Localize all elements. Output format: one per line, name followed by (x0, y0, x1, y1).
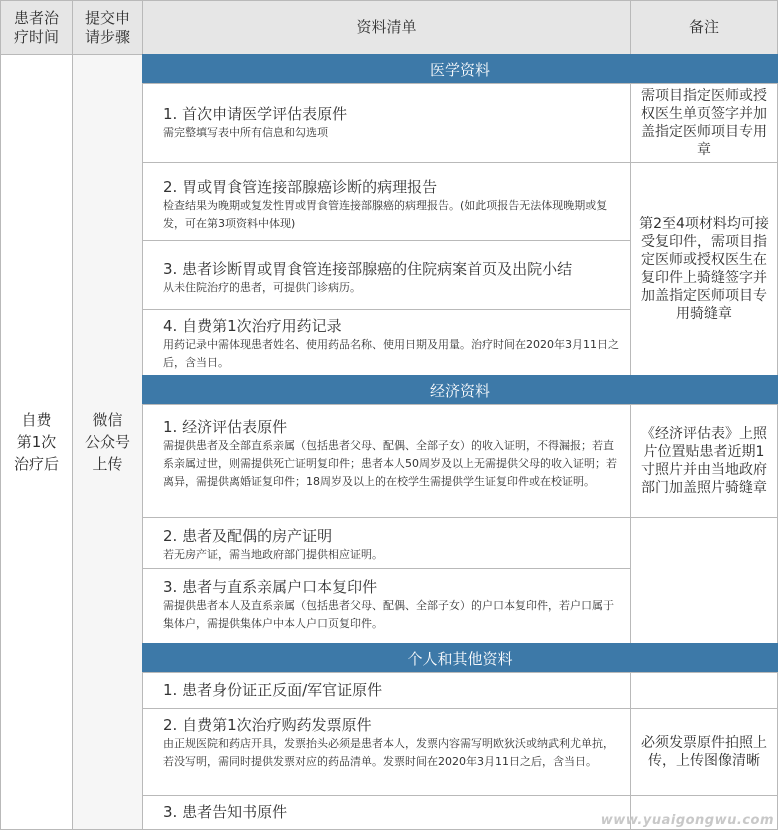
economic-item-1-desc: 需提供患者及全部直系亲属（包括患者父母、配偶、全部子女）的收入证明，不得漏报；若直系亲属过世，则需提供死亡证明复印件；患者本人50周岁及以上无需提供父母的收入证明；若离异，需提供离婚证复印件；18周岁及以上的在校学生需提供学生证复印件或在校证明。 (163, 439, 617, 488)
header-treatment-time: 患者治 疗时间 (0, 0, 73, 55)
personal-item-2-desc: 由正规医院和药店开具，发票抬头必须是患者本人，发票内容需写明欧狄沃或纳武利尤单抗，若没写明，需同时提供发票对应的药品清单。发票时间在2020年3月11日之后，含当日。 (163, 737, 614, 768)
header-submit-step: 提交申 请步骤 (72, 0, 143, 55)
economic-item-2-title: 2. 患者及配偶的房产证明 (163, 527, 333, 545)
note-economic-2-3-empty (630, 517, 778, 644)
economic-item-1 (142, 404, 631, 518)
medical-item-2-title: 2. 胃或胃食管连接部腺癌诊断的病理报告 (163, 178, 438, 196)
personal-item-1 (142, 672, 631, 709)
personal-item-1-title: 1. 患者身份证正反面/军官证原件 (163, 681, 383, 699)
personal-item-2-title: 2. 自费第1次治疗购药发票原件 (163, 716, 372, 734)
personal-item-2 (142, 708, 631, 796)
economic-item-2-desc: 若无房产证，需当地政府部门提供相应证明。 (163, 548, 383, 561)
watermark: www.yuaigongwu.com (600, 813, 774, 828)
medical-item-4-desc: 用药记录中需体现患者姓名、使用药品名称、使用日期及用量。治疗时间在2020年3月11日之后，含当日。 (163, 338, 619, 369)
medical-item-3-title: 3. 患者诊断胃或胃食管连接部腺癌的住院病案首页及出院小结 (163, 260, 573, 278)
medical-item-1-desc: 需完整填写表中所有信息和勾选项 (163, 126, 328, 139)
medical-item-3-desc: 从未住院治疗的患者，可提供门诊病历。 (163, 281, 361, 294)
treatment-time-cell: 自费 第1次 治疗后 (0, 54, 73, 830)
section-economic-header: 经济资料 (142, 375, 778, 405)
economic-item-2 (142, 517, 631, 569)
header-materials-list: 资料清单 (142, 0, 631, 55)
medical-item-1 (142, 83, 631, 163)
medical-item-2-desc: 检查结果为晚期或复发性胃或胃食管连接部腺癌的病理报告。(如此项报告无法体现晚期或复发，可在第3项资料中体现) (163, 199, 608, 230)
submit-step-cell: 微信 公众号 上传 (72, 54, 143, 830)
note-personal-1-empty (630, 672, 778, 709)
section-personal-header: 个人和其他资料 (142, 643, 778, 673)
note-economic-1: 《经济评估表》上照片位置贴患者近期1寸照片并由当地政府部门加盖照片骑缝章 (630, 404, 778, 518)
economic-item-3-title: 3. 患者与直系亲属户口本复印件 (163, 578, 378, 596)
note-medical-2-4: 第2至4项材料均可接受复印件，需项目指定医师或授权医生在复印件上骑缝签字并加盖指定医师项目专用骑缝章 (630, 162, 778, 376)
medical-item-1-title: 1. 首次申请医学评估表原件 (163, 105, 348, 123)
medical-item-2 (142, 162, 631, 241)
medical-item-4 (142, 309, 631, 376)
note-medical-1: 需项目指定医师或授权医生单页签字并加盖指定医师项目专用章 (630, 83, 778, 163)
section-medical-header: 医学资料 (142, 54, 778, 84)
note-personal-2: 必须发票原件拍照上传，上传图像清晰 (630, 708, 778, 796)
header-remarks: 备注 (630, 0, 778, 55)
economic-item-3 (142, 568, 631, 644)
medical-item-3 (142, 240, 631, 310)
economic-item-1-title: 1. 经济评估表原件 (163, 418, 288, 436)
personal-item-3-title: 3. 患者告知书原件 (163, 803, 288, 821)
medical-item-4-title: 4. 自费第1次治疗用药记录 (163, 317, 342, 335)
personal-item-3 (142, 795, 631, 830)
economic-item-3-desc: 需提供患者本人及直系亲属（包括患者父母、配偶、全部子女）的户口本复印件，若户口属于集体户，需提供集体户中本人户口页复印件。 (163, 599, 614, 630)
